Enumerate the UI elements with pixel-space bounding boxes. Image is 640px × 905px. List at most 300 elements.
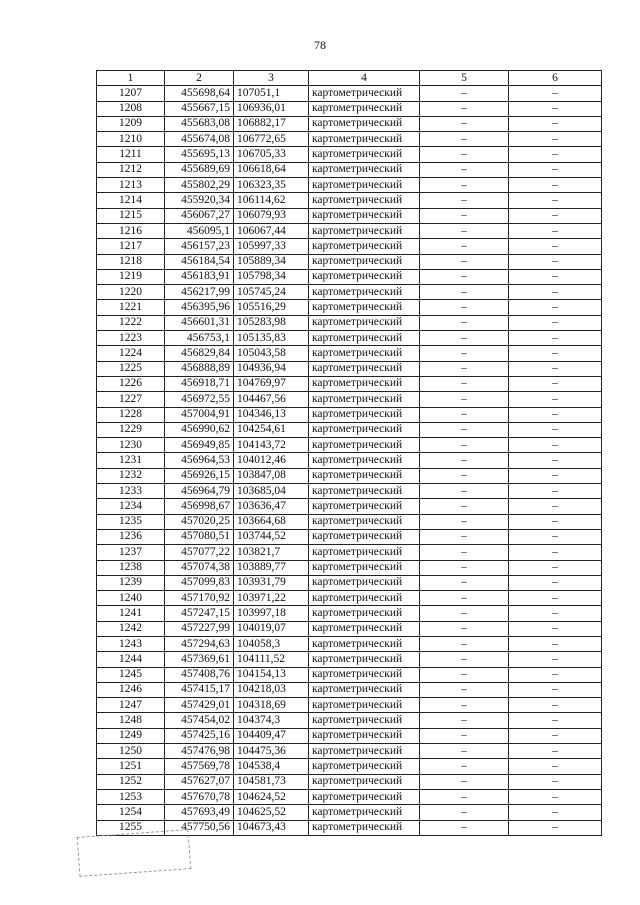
x-coordinate-cell: 456157,23: [165, 239, 234, 254]
description-cell: –: [509, 468, 602, 483]
point-number-cell: 1231: [97, 453, 165, 468]
y-coordinate-cell: 105889,34: [234, 254, 309, 269]
y-coordinate-cell: 104019,07: [234, 621, 309, 636]
x-coordinate-cell: 457429,01: [165, 698, 234, 713]
description-cell: –: [509, 575, 602, 590]
y-coordinate-cell: 103889,77: [234, 560, 309, 575]
description-cell: –: [509, 591, 602, 606]
table-row: [97, 744, 602, 759]
y-coordinate-cell: 106705,33: [234, 147, 309, 162]
description-cell: –: [509, 86, 602, 101]
point-number-cell: 1215: [97, 208, 165, 223]
accuracy-cell: –: [420, 698, 509, 713]
method-cell: картометрический: [309, 499, 420, 514]
x-coordinate-cell: 457369,61: [165, 652, 234, 667]
accuracy-cell: –: [420, 774, 509, 789]
method-cell: картометрический: [309, 805, 420, 820]
accuracy-cell: –: [420, 468, 509, 483]
point-number-cell: 1227: [97, 392, 165, 407]
table-row: [97, 223, 602, 238]
point-number-cell: 1232: [97, 468, 165, 483]
x-coordinate-cell: 457408,76: [165, 667, 234, 682]
accuracy-cell: –: [420, 606, 509, 621]
point-number-cell: 1247: [97, 698, 165, 713]
description-cell: –: [509, 407, 602, 422]
point-number-cell: 1218: [97, 254, 165, 269]
x-coordinate-cell: 456949,85: [165, 438, 234, 453]
method-cell: картометрический: [309, 101, 420, 116]
accuracy-cell: –: [420, 484, 509, 499]
point-number-cell: 1233: [97, 484, 165, 499]
accuracy-cell: –: [420, 193, 509, 208]
description-cell: –: [509, 484, 602, 499]
method-cell: картометрический: [309, 300, 420, 315]
method-cell: картометрический: [309, 116, 420, 131]
description-cell: –: [509, 331, 602, 346]
description-cell: –: [509, 132, 602, 147]
accuracy-cell: –: [420, 254, 509, 269]
method-cell: картометрический: [309, 315, 420, 330]
method-cell: картометрический: [309, 193, 420, 208]
accuracy-cell: –: [420, 744, 509, 759]
x-coordinate-cell: 456888,89: [165, 361, 234, 376]
point-number-cell: 1221: [97, 300, 165, 315]
y-coordinate-cell: 104012,46: [234, 453, 309, 468]
x-coordinate-cell: 456918,71: [165, 376, 234, 391]
table-row: [97, 591, 602, 606]
description-cell: –: [509, 193, 602, 208]
method-cell: картометрический: [309, 529, 420, 544]
method-cell: картометрический: [309, 468, 420, 483]
point-number-cell: 1248: [97, 713, 165, 728]
accuracy-cell: –: [420, 376, 509, 391]
y-coordinate-cell: 104624,52: [234, 789, 309, 804]
description-cell: –: [509, 728, 602, 743]
x-coordinate-cell: 455802,29: [165, 178, 234, 193]
accuracy-cell: –: [420, 438, 509, 453]
y-coordinate-cell: 105997,33: [234, 239, 309, 254]
accuracy-cell: –: [420, 820, 509, 835]
accuracy-cell: –: [420, 361, 509, 376]
method-cell: картометрический: [309, 132, 420, 147]
x-coordinate-cell: 457247,15: [165, 606, 234, 621]
stamp: [77, 829, 192, 877]
point-number-cell: 1212: [97, 162, 165, 177]
point-number-cell: 1230: [97, 438, 165, 453]
description-cell: –: [509, 116, 602, 131]
x-coordinate-cell: 457750,56: [165, 820, 234, 835]
y-coordinate-cell: 104254,61: [234, 422, 309, 437]
method-cell: картометрический: [309, 484, 420, 499]
coordinates-table: [96, 70, 602, 836]
description-cell: –: [509, 223, 602, 238]
method-cell: картометрический: [309, 285, 420, 300]
point-number-cell: 1237: [97, 545, 165, 560]
y-coordinate-cell: 104374,3: [234, 713, 309, 728]
point-number-cell: 1254: [97, 805, 165, 820]
description-cell: –: [509, 514, 602, 529]
x-coordinate-cell: 457080,51: [165, 529, 234, 544]
method-cell: картометрический: [309, 178, 420, 193]
description-cell: –: [509, 667, 602, 682]
method-cell: картометрический: [309, 591, 420, 606]
table-row: [97, 239, 602, 254]
table-header-row: [97, 71, 602, 86]
x-coordinate-cell: 456753,1: [165, 331, 234, 346]
accuracy-cell: –: [420, 805, 509, 820]
method-cell: картометрический: [309, 239, 420, 254]
x-coordinate-cell: 457020,25: [165, 514, 234, 529]
accuracy-cell: –: [420, 285, 509, 300]
y-coordinate-cell: 106114,62: [234, 193, 309, 208]
y-coordinate-cell: 106079,93: [234, 208, 309, 223]
table-row: [97, 606, 602, 621]
x-coordinate-cell: 457227,99: [165, 621, 234, 636]
accuracy-cell: –: [420, 545, 509, 560]
accuracy-cell: –: [420, 453, 509, 468]
table-row: [97, 805, 602, 820]
description-cell: –: [509, 759, 602, 774]
table-row: [97, 331, 602, 346]
x-coordinate-cell: 457425,16: [165, 728, 234, 743]
accuracy-cell: –: [420, 269, 509, 284]
table-row: [97, 346, 602, 361]
description-cell: –: [509, 621, 602, 636]
method-cell: картометрический: [309, 254, 420, 269]
accuracy-cell: –: [420, 789, 509, 804]
description-cell: –: [509, 820, 602, 835]
table-row: [97, 774, 602, 789]
point-number-cell: 1220: [97, 285, 165, 300]
description-cell: –: [509, 346, 602, 361]
point-number-cell: 1249: [97, 728, 165, 743]
table-row: [97, 86, 602, 101]
table-row: [97, 529, 602, 544]
description-cell: –: [509, 147, 602, 162]
description-cell: –: [509, 208, 602, 223]
accuracy-cell: –: [420, 346, 509, 361]
x-coordinate-cell: 457415,17: [165, 682, 234, 697]
point-number-cell: 1241: [97, 606, 165, 621]
method-cell: картометрический: [309, 713, 420, 728]
y-coordinate-cell: 105798,34: [234, 269, 309, 284]
y-coordinate-cell: 104769,97: [234, 376, 309, 391]
table-row: [97, 407, 602, 422]
y-coordinate-cell: 103847,08: [234, 468, 309, 483]
x-coordinate-cell: 456601,31: [165, 315, 234, 330]
method-cell: картометрический: [309, 682, 420, 697]
table-row: [97, 178, 602, 193]
x-coordinate-cell: 456990,62: [165, 422, 234, 437]
x-coordinate-cell: 457454,02: [165, 713, 234, 728]
point-number-cell: 1243: [97, 636, 165, 651]
table-row: [97, 728, 602, 743]
method-cell: картометрический: [309, 147, 420, 162]
table-row: [97, 499, 602, 514]
description-cell: –: [509, 529, 602, 544]
point-number-cell: 1216: [97, 223, 165, 238]
accuracy-cell: –: [420, 208, 509, 223]
point-number-cell: 1251: [97, 759, 165, 774]
x-coordinate-cell: 456395,96: [165, 300, 234, 315]
method-cell: картометрический: [309, 422, 420, 437]
description-cell: –: [509, 254, 602, 269]
description-cell: –: [509, 101, 602, 116]
y-coordinate-cell: 106067,44: [234, 223, 309, 238]
table-row: [97, 575, 602, 590]
point-number-cell: 1226: [97, 376, 165, 391]
y-coordinate-cell: 103664,68: [234, 514, 309, 529]
x-coordinate-cell: 456998,67: [165, 499, 234, 514]
y-coordinate-cell: 104673,43: [234, 820, 309, 835]
x-coordinate-cell: 457693,49: [165, 805, 234, 820]
table-row: [97, 300, 602, 315]
accuracy-cell: –: [420, 682, 509, 697]
y-coordinate-cell: 104475,36: [234, 744, 309, 759]
column-header: 1: [97, 71, 165, 86]
method-cell: картометрический: [309, 453, 420, 468]
x-coordinate-cell: 455695,13: [165, 147, 234, 162]
description-cell: –: [509, 713, 602, 728]
accuracy-cell: –: [420, 147, 509, 162]
x-coordinate-cell: 456067,27: [165, 208, 234, 223]
accuracy-cell: –: [420, 499, 509, 514]
description-cell: –: [509, 178, 602, 193]
method-cell: картометрический: [309, 438, 420, 453]
accuracy-cell: –: [420, 223, 509, 238]
method-cell: картометрический: [309, 774, 420, 789]
column-header: 5: [420, 71, 509, 86]
y-coordinate-cell: 104154,13: [234, 667, 309, 682]
y-coordinate-cell: 106772,65: [234, 132, 309, 147]
accuracy-cell: –: [420, 116, 509, 131]
x-coordinate-cell: 455674,08: [165, 132, 234, 147]
y-coordinate-cell: 106882,17: [234, 116, 309, 131]
accuracy-cell: –: [420, 591, 509, 606]
y-coordinate-cell: 105043,58: [234, 346, 309, 361]
method-cell: картометрический: [309, 331, 420, 346]
x-coordinate-cell: 455698,64: [165, 86, 234, 101]
accuracy-cell: –: [420, 422, 509, 437]
method-cell: картометрический: [309, 698, 420, 713]
table-row: [97, 468, 602, 483]
accuracy-cell: –: [420, 529, 509, 544]
method-cell: картометрический: [309, 652, 420, 667]
table-row: [97, 315, 602, 330]
accuracy-cell: –: [420, 315, 509, 330]
y-coordinate-cell: 107051,1: [234, 86, 309, 101]
point-number-cell: 1255: [97, 820, 165, 835]
point-number-cell: 1223: [97, 331, 165, 346]
method-cell: картометрический: [309, 86, 420, 101]
y-coordinate-cell: 104625,52: [234, 805, 309, 820]
accuracy-cell: –: [420, 728, 509, 743]
y-coordinate-cell: 104218,03: [234, 682, 309, 697]
x-coordinate-cell: 457074,38: [165, 560, 234, 575]
point-number-cell: 1242: [97, 621, 165, 636]
column-header: 2: [165, 71, 234, 86]
table-row: [97, 713, 602, 728]
x-coordinate-cell: 457569,78: [165, 759, 234, 774]
point-number-cell: 1253: [97, 789, 165, 804]
x-coordinate-cell: 456829,84: [165, 346, 234, 361]
table-row: [97, 438, 602, 453]
method-cell: картометрический: [309, 820, 420, 835]
accuracy-cell: –: [420, 331, 509, 346]
description-cell: –: [509, 315, 602, 330]
accuracy-cell: –: [420, 178, 509, 193]
table-row: [97, 208, 602, 223]
method-cell: картометрический: [309, 759, 420, 774]
y-coordinate-cell: 104058,3: [234, 636, 309, 651]
point-number-cell: 1222: [97, 315, 165, 330]
y-coordinate-cell: 103971,22: [234, 591, 309, 606]
point-number-cell: 1219: [97, 269, 165, 284]
y-coordinate-cell: 104409,47: [234, 728, 309, 743]
table-row: [97, 759, 602, 774]
point-number-cell: 1225: [97, 361, 165, 376]
table-row: [97, 667, 602, 682]
x-coordinate-cell: 456217,99: [165, 285, 234, 300]
y-coordinate-cell: 103636,47: [234, 499, 309, 514]
y-coordinate-cell: 104467,56: [234, 392, 309, 407]
method-cell: картометрический: [309, 560, 420, 575]
description-cell: –: [509, 744, 602, 759]
point-number-cell: 1208: [97, 101, 165, 116]
y-coordinate-cell: 104936,94: [234, 361, 309, 376]
description-cell: –: [509, 560, 602, 575]
point-number-cell: 1250: [97, 744, 165, 759]
y-coordinate-cell: 104538,4: [234, 759, 309, 774]
x-coordinate-cell: 457170,92: [165, 591, 234, 606]
table-row: [97, 193, 602, 208]
table-row: [97, 621, 602, 636]
table-row: [97, 560, 602, 575]
x-coordinate-cell: 457670,78: [165, 789, 234, 804]
table-row: [97, 132, 602, 147]
x-coordinate-cell: 457294,63: [165, 636, 234, 651]
x-coordinate-cell: 456964,53: [165, 453, 234, 468]
x-coordinate-cell: 456926,15: [165, 468, 234, 483]
method-cell: картометрический: [309, 545, 420, 560]
description-cell: –: [509, 774, 602, 789]
description-cell: –: [509, 636, 602, 651]
table-row: [97, 147, 602, 162]
point-number-cell: 1224: [97, 346, 165, 361]
description-cell: –: [509, 392, 602, 407]
method-cell: картометрический: [309, 162, 420, 177]
accuracy-cell: –: [420, 560, 509, 575]
x-coordinate-cell: 457099,83: [165, 575, 234, 590]
table-row: [97, 422, 602, 437]
description-cell: –: [509, 361, 602, 376]
table-row: [97, 789, 602, 804]
x-coordinate-cell: 455689,69: [165, 162, 234, 177]
x-coordinate-cell: 457627,07: [165, 774, 234, 789]
method-cell: картометрический: [309, 621, 420, 636]
table-row: [97, 254, 602, 269]
column-header: 4: [309, 71, 420, 86]
description-cell: –: [509, 422, 602, 437]
point-number-cell: 1209: [97, 116, 165, 131]
method-cell: картометрический: [309, 744, 420, 759]
point-number-cell: 1252: [97, 774, 165, 789]
accuracy-cell: –: [420, 392, 509, 407]
column-header: 3: [234, 71, 309, 86]
method-cell: картометрический: [309, 575, 420, 590]
accuracy-cell: –: [420, 101, 509, 116]
description-cell: –: [509, 453, 602, 468]
point-number-cell: 1234: [97, 499, 165, 514]
description-cell: –: [509, 805, 602, 820]
y-coordinate-cell: 106323,35: [234, 178, 309, 193]
point-number-cell: 1228: [97, 407, 165, 422]
y-coordinate-cell: 103931,79: [234, 575, 309, 590]
accuracy-cell: –: [420, 239, 509, 254]
table-row: [97, 269, 602, 284]
method-cell: картометрический: [309, 392, 420, 407]
point-number-cell: 1210: [97, 132, 165, 147]
method-cell: картометрический: [309, 667, 420, 682]
method-cell: картометрический: [309, 789, 420, 804]
point-number-cell: 1246: [97, 682, 165, 697]
point-number-cell: 1240: [97, 591, 165, 606]
y-coordinate-cell: 103997,18: [234, 606, 309, 621]
page-number: 78: [314, 38, 326, 52]
accuracy-cell: –: [420, 621, 509, 636]
description-cell: –: [509, 300, 602, 315]
accuracy-cell: –: [420, 575, 509, 590]
description-cell: –: [509, 789, 602, 804]
method-cell: картометрический: [309, 346, 420, 361]
method-cell: картометрический: [309, 376, 420, 391]
y-coordinate-cell: 105283,98: [234, 315, 309, 330]
accuracy-cell: –: [420, 713, 509, 728]
method-cell: картометрический: [309, 223, 420, 238]
description-cell: –: [509, 285, 602, 300]
y-coordinate-cell: 105745,24: [234, 285, 309, 300]
table-row: [97, 116, 602, 131]
x-coordinate-cell: 456095,1: [165, 223, 234, 238]
method-cell: картометрический: [309, 606, 420, 621]
method-cell: картометрический: [309, 636, 420, 651]
x-coordinate-cell: 455683,08: [165, 116, 234, 131]
table-row: [97, 484, 602, 499]
description-cell: –: [509, 269, 602, 284]
table-row: [97, 682, 602, 697]
table-body: [97, 86, 602, 836]
description-cell: –: [509, 652, 602, 667]
description-cell: –: [509, 376, 602, 391]
point-number-cell: 1207: [97, 86, 165, 101]
x-coordinate-cell: 456972,55: [165, 392, 234, 407]
method-cell: картометрический: [309, 269, 420, 284]
y-coordinate-cell: 103744,52: [234, 529, 309, 544]
y-coordinate-cell: 104346,13: [234, 407, 309, 422]
point-number-cell: 1235: [97, 514, 165, 529]
accuracy-cell: –: [420, 407, 509, 422]
description-cell: –: [509, 162, 602, 177]
table-row: [97, 698, 602, 713]
description-cell: –: [509, 606, 602, 621]
accuracy-cell: –: [420, 514, 509, 529]
description-cell: –: [509, 698, 602, 713]
table-row: [97, 101, 602, 116]
accuracy-cell: –: [420, 300, 509, 315]
x-coordinate-cell: 456183,91: [165, 269, 234, 284]
description-cell: –: [509, 438, 602, 453]
x-coordinate-cell: 457004,91: [165, 407, 234, 422]
